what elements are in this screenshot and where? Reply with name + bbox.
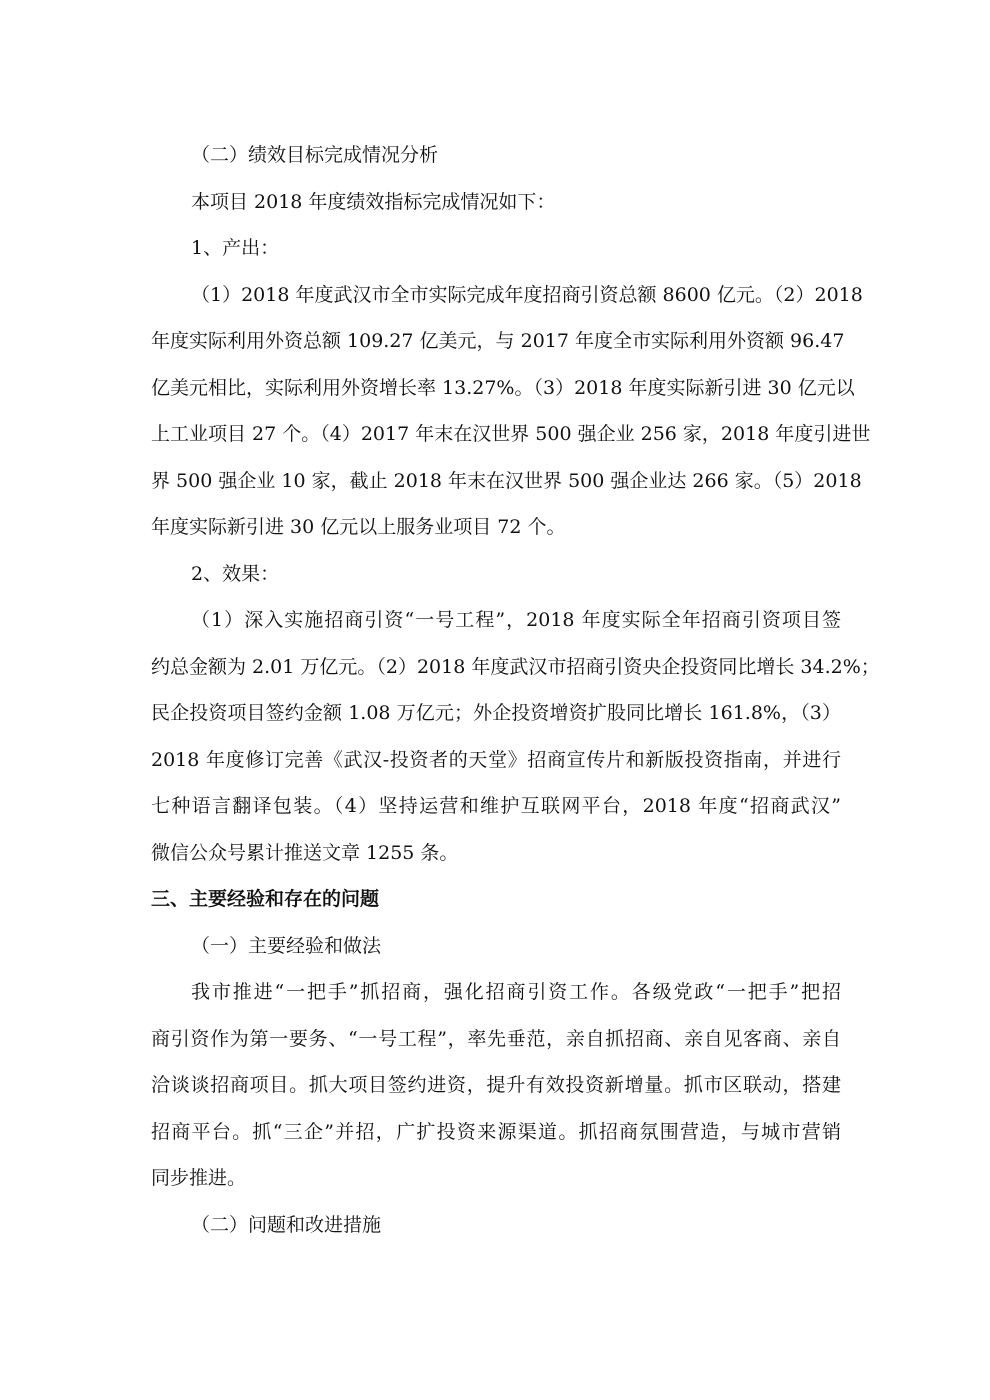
paragraph-line: 亿美元相比，实际利用外资增长率 13.27%。（3）2018 年度实际新引进 30 亿元以: [151, 376, 855, 399]
paragraph-line: 同步推进。: [151, 1167, 247, 1189]
subheading-effect: 2、效果：: [191, 562, 280, 585]
paragraph-line: 上工业项目 27 个。（4）2017 年末在汉世界 500 强企业 256 家，2018 年度引进世: [151, 423, 871, 445]
subheading-performance-analysis: （二）绩效目标完成情况分析: [191, 144, 439, 166]
paragraph-line: 年度实际新引进 30 亿元以上服务业项目 72 个。: [151, 516, 566, 538]
paragraph-line: 商引资作为第一要务、“一号工程”，率先垂范，亲自抓招商、亲自见客商、亲自: [151, 1027, 841, 1050]
document-body: [151, 132, 880, 1248]
section-heading-experience-issues: 三、主要经验和存在的问题: [151, 888, 380, 910]
paragraph-line: 2018 年度修订完善《武汉-投资者的天堂》招商宣传片和新版投资指南，并进行: [151, 748, 841, 771]
paragraph-line: 洽谈谈招商项目。抓大项目签约进资，提升有效投资新增量。抓市区联动，搭建: [151, 1074, 841, 1096]
subheading-problems-improvements: （二）问题和改进措施: [191, 1213, 382, 1236]
subheading-main-experience: （一）主要经验和做法: [191, 934, 382, 957]
paragraph-line: 年度实际利用外资总额 109.27 亿美元，与 2017 年度全市实际利用外资额 96.47: [151, 330, 845, 352]
paragraph-line: 民企投资项目签约金额 1.08 万亿元；外企投资增资扩股同比增长 161.8%，（3）: [151, 702, 841, 724]
paragraph-line: 七种语言翻译包装。（4）坚持运营和维护互联网平台，2018 年度“招商武汉”: [151, 795, 841, 817]
subheading-output: 1、产出：: [191, 237, 280, 259]
paragraph-line: （1）2018 年度武汉市全市实际完成年度招商引资总额 8600 亿元。（2）2018: [191, 283, 863, 306]
paragraph-line: （1）深入实施招商引资“一号工程”，2018 年度实际全年招商引资项目签: [191, 609, 841, 631]
paragraph-line: 招商平台。抓“三企”并招，广扩投资来源渠道。抓招商氛围营造，与城市营销: [151, 1120, 841, 1143]
paragraph-line: 界 500 强企业 10 家，截止 2018 年末在汉世界 500 强企业达 266 家。（5）2018: [151, 469, 862, 492]
paragraph-line: 约总金额为 2.01 万亿元。（2）2018 年度武汉市招商引资央企投资同比增长 34.2%；: [151, 655, 880, 678]
paragraph-line: 我市推进“一把手”抓招商，强化招商引资工作。各级党政“一把手”把招: [191, 981, 841, 1003]
paragraph-line: 本项目 2018 年度绩效指标完成情况如下：: [191, 190, 556, 213]
paragraph-line: 微信公众号累计推送文章 1255 条。: [151, 841, 459, 864]
